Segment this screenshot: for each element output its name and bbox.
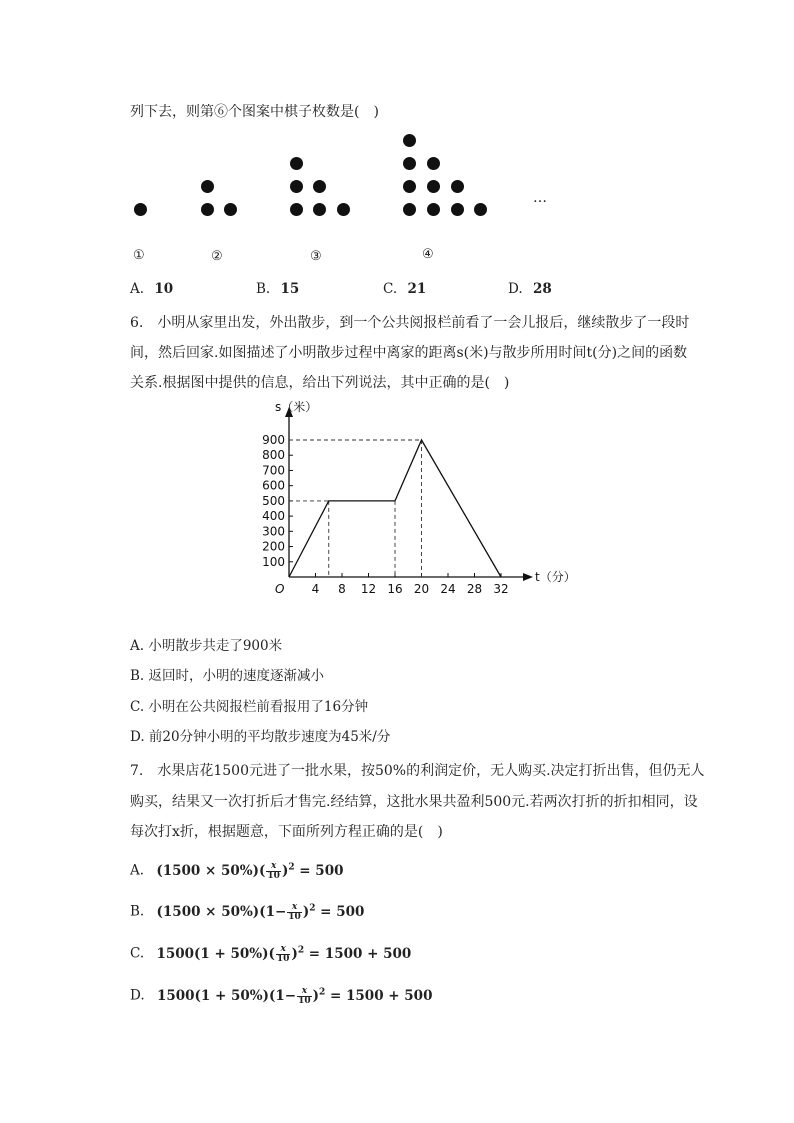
chess-piece: [427, 157, 440, 170]
chess-piece: [403, 134, 416, 147]
q6-option-c[interactable]: C. 小明在公共阅报栏前看报用了16分钟: [130, 699, 369, 715]
q6-option-a[interactable]: A. 小明散步共走了900米: [130, 638, 283, 654]
fraction-x-over-10: $\frac{x}{10}$: [298, 985, 311, 1006]
chess-piece: [224, 203, 237, 216]
fraction-x-over-10: $\frac{x}{10}$: [276, 943, 290, 964]
q7-stem-line2: 购买，结果又一次打折后才售完.经结算，这批水果共盈利500元.若两次打折的折扣相同，设: [130, 794, 698, 810]
distance-time-chart: [255, 395, 576, 605]
origin-label: O: [275, 582, 285, 596]
y-tick-label: 900: [262, 433, 285, 447]
chess-piece: [451, 203, 464, 216]
option-letter: C.: [130, 945, 145, 962]
x-tick-label: 8: [338, 582, 346, 596]
fraction-x-over-10: $\frac{x}{10}$: [288, 901, 301, 922]
chess-piece: [290, 180, 303, 193]
y-tick-label: 800: [262, 448, 285, 463]
option-equation: 1500(1 + 50%)(1− $\frac{x}{10}$ )$^2$ = 1500 + 500: [156, 985, 433, 1006]
chess-piece: [337, 203, 350, 216]
pattern-ellipsis: …: [533, 190, 547, 206]
y-tick-label: 100: [262, 554, 285, 569]
option-letter: B.: [130, 903, 145, 920]
q7-stem-line3: 每次打x折，根据题意，下面所列方程正确的是( ): [130, 824, 443, 840]
y-tick-label: 600: [262, 478, 285, 493]
chess-piece: [201, 203, 214, 216]
pattern-label: ②: [211, 249, 223, 264]
option-value: 28: [532, 281, 552, 297]
chess-piece: [427, 180, 440, 193]
q5-option-b[interactable]: [256, 279, 299, 299]
chess-piece: [474, 203, 487, 216]
q5-option-a[interactable]: [130, 279, 173, 299]
q5-option-c[interactable]: [383, 279, 426, 299]
q7-option-a[interactable]: [130, 857, 344, 881]
q7-option-b[interactable]: [130, 898, 364, 922]
y-tick-label: 200: [262, 539, 285, 554]
y-tick-label: 700: [262, 463, 285, 478]
chess-piece: [134, 203, 147, 216]
pattern-label: ①: [133, 248, 145, 263]
chess-piece: [201, 180, 214, 193]
x-tick-label: 12: [360, 582, 377, 596]
option-value: 10: [154, 281, 174, 297]
x-tick-label: 32: [493, 582, 509, 596]
chess-piece: [290, 157, 303, 170]
q6-stem-line1: 6. 小明从家里出发，外出散步，到一个公共阅报栏前看了一会儿报后，继续散步了一段时: [130, 315, 690, 331]
option-value: 15: [280, 281, 300, 297]
chess-piece: [451, 180, 464, 193]
q6-option-b[interactable]: B. 返回时，小明的速度逐渐减小: [130, 668, 325, 684]
chess-piece: [313, 180, 326, 193]
fraction-x-over-10: $\frac{x}{10}$: [267, 860, 280, 881]
x-axis-title: t（分）: [535, 570, 576, 584]
pattern-label: ④: [422, 247, 434, 262]
option-letter: D.: [130, 987, 145, 1004]
q5-intro: 列下去，则第⑥个图案中棋子枚数是( ): [130, 104, 379, 120]
x-tick-label: 28: [466, 582, 483, 596]
y-axis-title: s（米）: [275, 400, 318, 414]
y-tick-label: 400: [262, 509, 285, 524]
option-equation: (1500 × 50%)(1− $\frac{x}{10}$ )$^2$ = 500: [156, 901, 365, 922]
x-tick-label: 4: [311, 582, 320, 596]
chess-piece: [403, 157, 416, 170]
option-letter: A.: [130, 862, 145, 879]
option-value: 21: [407, 281, 427, 297]
x-axis-arrow: [523, 573, 533, 581]
chess-piece: [290, 203, 303, 216]
chess-piece: [313, 203, 326, 216]
chess-piece: [403, 180, 416, 193]
option-letter: D.: [508, 281, 523, 297]
x-tick-label: 16: [387, 582, 403, 596]
chess-piece: [403, 203, 416, 216]
option-letter: B.: [256, 281, 271, 297]
option-letter: C.: [383, 281, 398, 297]
pattern-label: ③: [310, 249, 322, 264]
y-tick-label: 300: [262, 524, 285, 539]
q6-option-d[interactable]: D. 前20分钟小明的平均散步速度为45米/分: [130, 729, 391, 745]
option-letter: A.: [130, 281, 145, 297]
q7-option-d[interactable]: [130, 982, 432, 1006]
x-tick-label: 24: [440, 582, 456, 596]
option-equation: (1500 × 50%)( $\frac{x}{10}$ )$^2$ = 500: [156, 860, 344, 881]
y-tick-label: 500: [262, 493, 285, 508]
option-equation: 1500(1 + 50%)( $\frac{x}{10}$ )$^2$ = 1500 + 500: [156, 943, 412, 964]
q7-option-c[interactable]: [130, 940, 411, 964]
q6-stem-line2: 间，然后回家.如图描述了小明散步过程中离家的距离s(米)与散步所用时间t(分)之间的函数: [130, 345, 688, 361]
q7-stem-line1: 7. 水果店花1500元进了一批水果，按50%的利润定价，无人购买.决定打折出售，但仍无人: [130, 763, 705, 779]
q6-stem-line3: 关系.根据图中提供的信息，给出下列说法，其中正确的是( ): [130, 375, 510, 391]
q5-option-d[interactable]: [508, 279, 552, 299]
x-tick-label: 20: [413, 582, 430, 596]
chess-piece: [427, 203, 440, 216]
